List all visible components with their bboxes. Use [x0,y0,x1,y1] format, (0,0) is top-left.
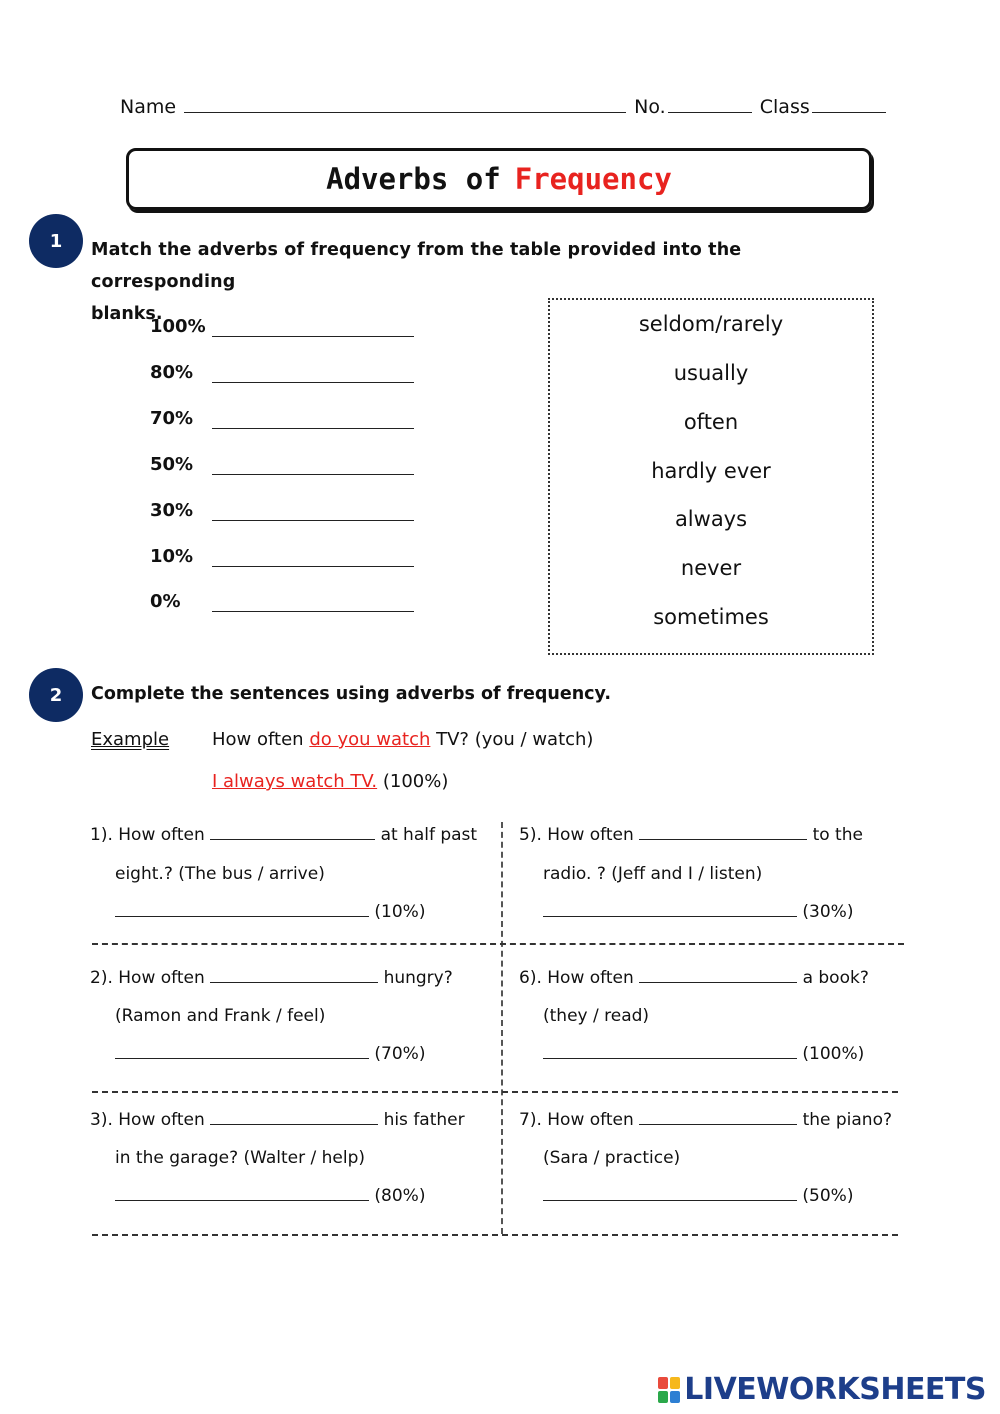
question-text-end: his father [383,1110,465,1130]
name-field[interactable] [184,111,626,113]
example-answer-percent: (100%) [382,771,449,792]
title-part-black: Adverbs of [326,162,501,196]
question-text-end: at half past [380,825,478,845]
question-1-line2: eight.? (The bus / arrive) [115,864,325,884]
question-7-answer-row [543,1186,853,1206]
example-label: Example [91,729,170,750]
question-text-start: How often [547,968,634,988]
section-1-number: 1 [49,230,63,252]
word-option[interactable]: never [680,556,742,580]
question-5-answer-row [543,902,853,922]
answer-blank[interactable] [543,1199,797,1201]
question-6-line2: (they / read) [543,1006,650,1026]
answer-blank[interactable] [212,474,414,475]
percent-label: 0% [150,591,181,612]
percent-row-30 [150,500,420,530]
question-text-end: the piano? [802,1110,892,1130]
question-number: 3). [90,1110,113,1130]
question-text-end: a book? [802,968,869,988]
example-question-start: How often [212,729,304,750]
answer-blank[interactable] [212,611,414,612]
question-blank[interactable] [639,838,807,840]
question-blank[interactable] [639,1123,797,1125]
question-number: 1). [90,825,113,845]
answer-blank[interactable] [212,382,414,383]
question-blank[interactable] [639,981,797,983]
word-option[interactable]: often [683,410,739,434]
percent-label: 100% [150,316,206,337]
percent-row-100 [150,316,420,346]
worksheet-title [126,148,872,210]
percent-label: 30% [150,500,194,521]
question-percent: (80%) [374,1186,426,1206]
row-divider [92,1234,898,1236]
section-1-instruction-line1: Match the adverbs of frequency from the table provided into the corresponding [91,240,742,292]
example-answer [212,771,448,792]
percent-row-0 [150,591,420,621]
question-percent: (100%) [802,1044,865,1064]
question-7-line2: (Sara / practice) [543,1148,681,1168]
percent-row-80 [150,362,420,392]
percent-row-50 [150,454,420,484]
question-1-answer-row [115,902,425,922]
percent-label: 80% [150,362,194,383]
answer-blank[interactable] [212,566,414,567]
answer-blank[interactable] [115,1057,369,1059]
question-blank[interactable] [210,981,378,983]
question-2 [90,968,453,988]
word-bank [548,298,874,655]
section-2-instruction: Complete the sentences using adverbs of frequency. [91,684,612,704]
question-text-start: How often [118,1110,205,1130]
question-number: 5). [519,825,542,845]
percent-row-10 [150,546,420,576]
example-question [212,729,593,750]
column-divider [501,822,503,1234]
answer-blank[interactable] [212,520,414,521]
question-5 [519,825,863,845]
question-number: 6). [519,968,542,988]
question-text-start: How often [547,825,634,845]
percent-label: 70% [150,408,194,429]
question-2-answer-row [115,1044,425,1064]
word-option[interactable]: sometimes [653,605,769,629]
question-text-start: How often [118,968,205,988]
word-option[interactable]: usually [673,361,749,385]
question-percent: (10%) [374,902,426,922]
question-number: 2). [90,968,113,988]
student-info-line [120,96,880,118]
name-label: Name [120,96,177,118]
question-2-line2: (Ramon and Frank / feel) [115,1006,326,1026]
question-number: 7). [519,1110,542,1130]
class-label: Class [759,96,810,118]
answer-blank[interactable] [543,1057,797,1059]
question-percent: (70%) [374,1044,426,1064]
liveworksheets-logo-icon [658,1377,680,1403]
section-2-number: 2 [49,684,63,706]
answer-blank[interactable] [212,336,414,337]
answer-blank[interactable] [212,428,414,429]
example-answer-text: I always watch TV. [212,771,378,792]
question-text-start: How often [547,1110,634,1130]
example-question-end: TV? (you / watch) [436,729,594,750]
question-6-answer-row [543,1044,864,1064]
question-percent: (50%) [802,1186,854,1206]
question-1 [90,825,477,845]
word-option[interactable]: seldom/rarely [638,312,784,336]
word-option[interactable]: always [674,507,748,531]
section-2-badge [29,668,83,722]
question-text-start: How often [118,825,205,845]
question-3-line2: in the garage? (Walter / help) [115,1148,366,1168]
question-6 [519,968,869,988]
row-divider [92,1091,898,1093]
question-7 [519,1110,892,1130]
question-text-end: hungry? [383,968,453,988]
number-label: No. [634,96,666,118]
question-percent: (30%) [802,902,854,922]
class-field[interactable] [812,111,886,113]
question-5-line2: radio. ? (Jeff and I / listen) [543,864,763,884]
example-question-answer: do you watch [309,729,431,750]
section-1-instruction-line2: blanks. [91,304,163,324]
question-3-answer-row [115,1186,425,1206]
row-divider [92,943,904,945]
number-field[interactable] [668,111,752,113]
answer-blank[interactable] [115,915,369,917]
question-3 [90,1110,465,1130]
question-blank[interactable] [210,838,375,840]
liveworksheets-logo[interactable] [658,1372,986,1407]
question-text-end: to the [812,825,863,845]
percent-row-70 [150,408,420,438]
word-option[interactable]: hardly ever [651,459,771,483]
title-part-red: Frequency [514,162,672,196]
answer-blank[interactable] [543,915,797,917]
liveworksheets-brand-text: LIVEWORKSHEETS [684,1372,986,1407]
section-1-badge [29,214,83,268]
percent-label: 10% [150,546,194,567]
percent-label: 50% [150,454,194,475]
answer-blank[interactable] [115,1199,369,1201]
question-blank[interactable] [210,1123,378,1125]
